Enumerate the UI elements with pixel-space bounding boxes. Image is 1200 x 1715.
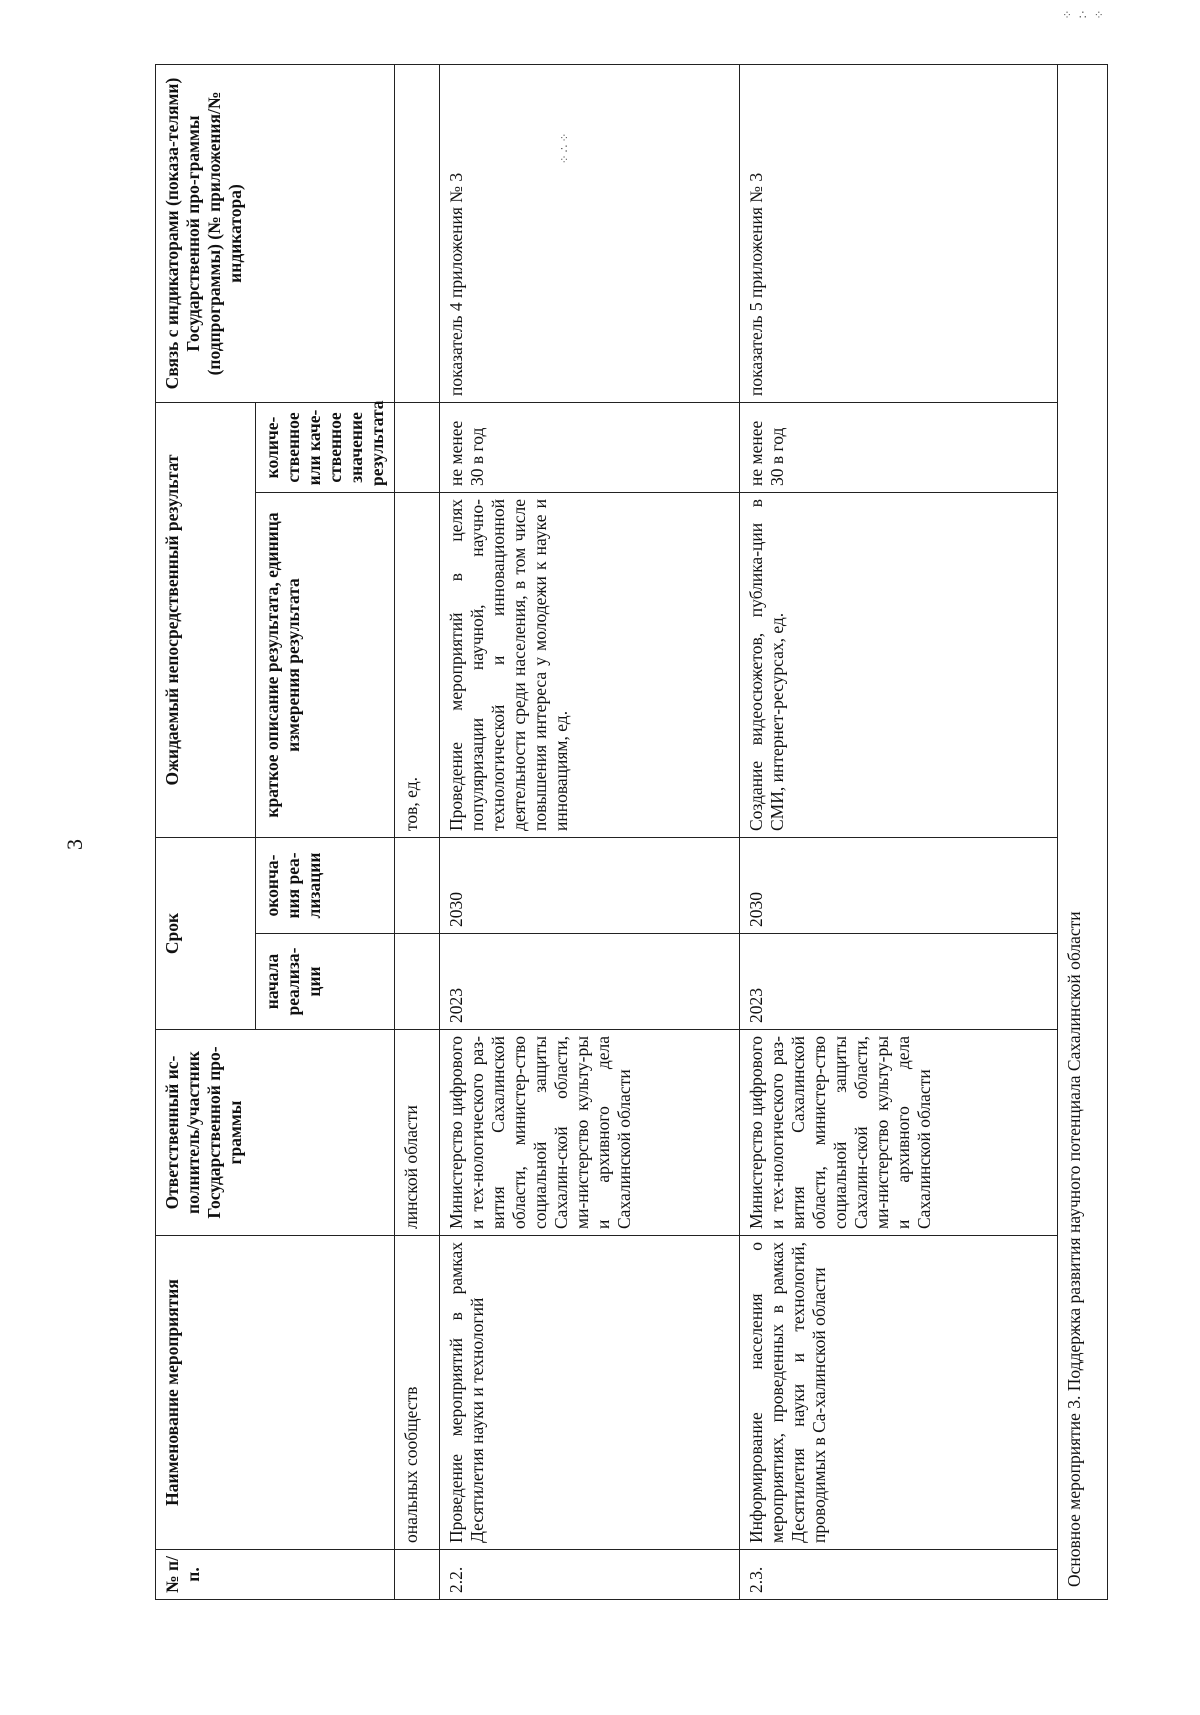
rotated-table-container bbox=[155, 65, 1084, 1600]
cell-end: 2030 bbox=[440, 838, 740, 934]
cell-value: не менее 30 в год bbox=[740, 402, 1058, 492]
cell-start: 2023 bbox=[740, 934, 1058, 1030]
header-expected: Ожидаемый непосредственный результат bbox=[156, 402, 256, 837]
header-name: Наименование мероприятия bbox=[156, 1236, 395, 1550]
cell-desc: тов, ед. bbox=[395, 493, 440, 838]
header-expected-desc: краткое описание результата, единица измерения результата bbox=[256, 493, 395, 838]
cell-name: Информирование населения о мероприятиях, проведенных в рамках Десятилетия науки и технологий, проводимых в Са-халинской области bbox=[740, 1236, 1058, 1550]
header-responsible: Ответственный ис-полнитель/участник Государственной про-граммы bbox=[156, 1030, 395, 1236]
cell-end: 2030 bbox=[740, 838, 1058, 934]
cell-start bbox=[395, 934, 440, 1030]
section-heading: Основное мероприятие 3. Поддержка развития научного потенциала Сахалинской области bbox=[1058, 64, 1108, 1599]
cell-num: 2.2. bbox=[440, 1550, 740, 1600]
footer-row bbox=[1058, 64, 1108, 1599]
cell-name: Проведение мероприятий в рамках Десятилетия науки и технологий bbox=[440, 1236, 740, 1550]
header-expected-value: количе-ственное или каче-ственное значение результата bbox=[256, 402, 395, 492]
cell-name: ональных сообществ bbox=[395, 1236, 440, 1550]
continuation-row bbox=[395, 64, 440, 1599]
cell-num bbox=[395, 1550, 440, 1600]
table-row bbox=[740, 64, 1058, 1599]
header-term: Срок bbox=[156, 838, 256, 1030]
header-link: Связь с индикаторами (показа-телями) Государственной про-граммы (подпрограммы) (№ приложения/№ индикатора) bbox=[156, 64, 395, 402]
cell-start: 2023 bbox=[440, 934, 740, 1030]
cell-value bbox=[395, 402, 440, 492]
table-row bbox=[440, 64, 740, 1599]
cell-num: 2.3. bbox=[740, 1550, 1058, 1600]
header-term-start: начала реализа-ции bbox=[256, 934, 395, 1030]
header-term-end: оконча-ния реа-лизации bbox=[256, 838, 395, 934]
scan-artifact: ⁘∴⁘ bbox=[557, 130, 572, 165]
cell-link: показатель 5 приложения № 3 bbox=[740, 64, 1058, 402]
cell-link: показатель 4 приложения № 3 bbox=[440, 64, 740, 402]
cell-desc: Создание видеосюжетов, публика-ции в СМИ, интернет-ресурсах, ед. bbox=[740, 493, 1058, 838]
cell-link bbox=[395, 64, 440, 402]
cell-responsible: линской области bbox=[395, 1030, 440, 1236]
cell-desc: Проведение мероприятий в целях популяризации научной, научно-технологической и инновационной деятельности среди населения, в том числе повышения интереса у молодежи к науке и инновациям, ед. bbox=[440, 493, 740, 838]
page-number: 3 bbox=[62, 839, 87, 850]
cell-responsible: Министерство цифрового и тех-нологического раз-вития Сахалинской области, министер-ство социальной защиты Сахалин-ской области, ми-нистерство культу-ры и архивного дела Сахалинской области bbox=[440, 1030, 740, 1236]
scan-artifact: ⁘ ∴ ⁘ bbox=[1062, 8, 1106, 22]
cell-end bbox=[395, 838, 440, 934]
header-row bbox=[156, 64, 256, 1599]
cell-responsible: Министерство цифрового и тех-нологического раз-вития Сахалинской области, министер-ство социальной защиты Сахалин-ской области, ми-нистерство культу-ры и архивного дела Сахалинской области bbox=[740, 1030, 1058, 1236]
header-num: № п/п. bbox=[156, 1550, 395, 1600]
measures-table bbox=[155, 64, 1108, 1600]
cell-value: не менее 30 в год bbox=[440, 402, 740, 492]
